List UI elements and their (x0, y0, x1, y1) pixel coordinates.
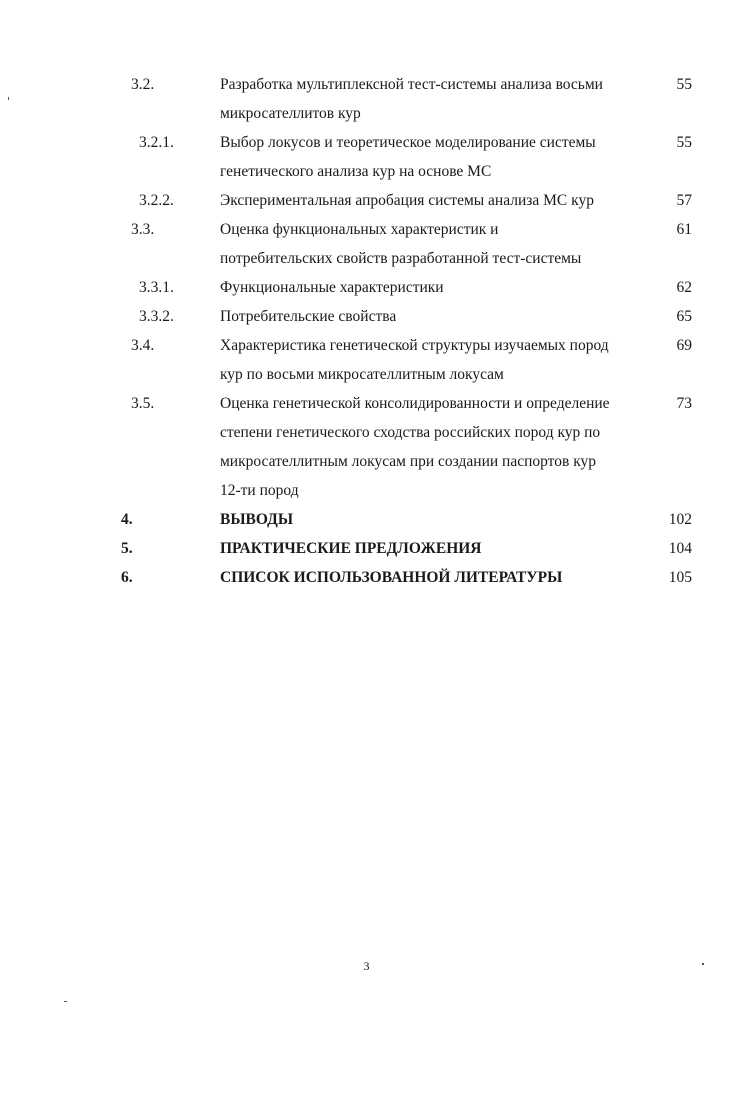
toc-entry-number: 5. (121, 540, 133, 557)
toc-entry-title (220, 273, 656, 302)
toc-entry-page: 105 (668, 569, 692, 586)
toc-entry-number: 3.4. (131, 337, 155, 354)
toc-entry-title-line: Экспериментальная апробация системы анализа МС кур (220, 192, 594, 209)
toc-entry-number: 3.2.2. (139, 192, 174, 209)
toc-entry (0, 215, 733, 273)
toc-entry-title-line: Оценка функциональных характеристик и (220, 221, 499, 238)
toc-entry-title (220, 563, 656, 592)
toc-entry-number: 3.2. (131, 76, 155, 93)
toc-entry-number: 3.2.1. (139, 134, 174, 151)
toc-entry-title-line: Оценка генетической консолидированности и определение (220, 395, 610, 412)
toc-entry (0, 186, 733, 215)
toc-entry-title-line: Потребительские свойства (220, 308, 397, 325)
toc-entry (0, 389, 733, 505)
table-of-contents (0, 70, 733, 592)
toc-entry-title-line: 12-ти пород (220, 482, 299, 499)
toc-entry-title-line: Выбор локусов и теоретическое моделирование системы (220, 134, 596, 151)
toc-entry (0, 505, 733, 534)
toc-entry-page: 65 (676, 308, 692, 325)
toc-entry-title (220, 215, 656, 273)
toc-entry-number: 3.3.2. (139, 308, 174, 325)
toc-entry-page: 73 (676, 395, 692, 412)
toc-entry-title (220, 70, 656, 128)
toc-entry-title-line: генетического анализа кур на основе МС (220, 163, 492, 180)
scan-speck (64, 1001, 67, 1002)
toc-entry-number: 4. (121, 511, 133, 528)
toc-entry-page: 102 (668, 511, 692, 528)
toc-entry-page: 61 (676, 221, 692, 238)
toc-entry (0, 534, 733, 563)
toc-entry-page: 104 (668, 540, 692, 557)
toc-entry-title-line: СПИСОК ИСПОЛЬЗОВАННОЙ ЛИТЕРАТУРЫ (220, 569, 563, 586)
toc-entry (0, 302, 733, 331)
toc-entry (0, 331, 733, 389)
toc-entry-title-line: ВЫВОДЫ (220, 511, 294, 528)
toc-entry-title-line: потребительских свойств разработанной тест-системы (220, 250, 582, 267)
toc-entry-page: 55 (676, 76, 692, 93)
toc-entry (0, 273, 733, 302)
toc-entry-number: 3.5. (131, 395, 155, 412)
toc-entry-title-line: Функциональные характеристики (220, 279, 444, 296)
toc-entry (0, 128, 733, 186)
toc-entry-number: 3.3. (131, 221, 155, 238)
toc-entry-title (220, 505, 656, 534)
toc-entry-title (220, 186, 656, 215)
toc-entry-title (220, 331, 656, 389)
scan-speck (702, 963, 704, 965)
toc-entry-title-line: Разработка мультиплексной тест-системы анализа восьми (220, 76, 603, 93)
toc-entry-title (220, 389, 656, 505)
toc-entry-title-line: ПРАКТИЧЕСКИЕ ПРЕДЛОЖЕНИЯ (220, 540, 482, 557)
toc-entry-title (220, 128, 656, 186)
toc-entry-page: 55 (676, 134, 692, 151)
toc-entry-title-line: Характеристика генетической структуры изучаемых пород (220, 337, 609, 354)
toc-entry-number: 6. (121, 569, 133, 586)
toc-entry-title-line: микросателлитным локусам при создании паспортов кур (220, 453, 597, 470)
toc-entry-number: 3.3.1. (139, 279, 174, 296)
toc-entry-title (220, 534, 656, 563)
toc-entry-title-line: микросателлитов кур (220, 105, 361, 122)
toc-entry-title-line: степени генетического сходства российских пород кур по (220, 424, 601, 441)
toc-entry-page: 57 (676, 192, 692, 209)
toc-entry-page: 69 (676, 337, 692, 354)
toc-entry (0, 70, 733, 128)
scan-speck (8, 97, 9, 100)
toc-entry-page: 62 (676, 279, 692, 296)
toc-entry (0, 563, 733, 592)
toc-entry-title (220, 302, 656, 331)
page-number: 3 (363, 959, 370, 973)
toc-entry-title-line: кур по восьми микросателлитным локусам (220, 366, 504, 383)
